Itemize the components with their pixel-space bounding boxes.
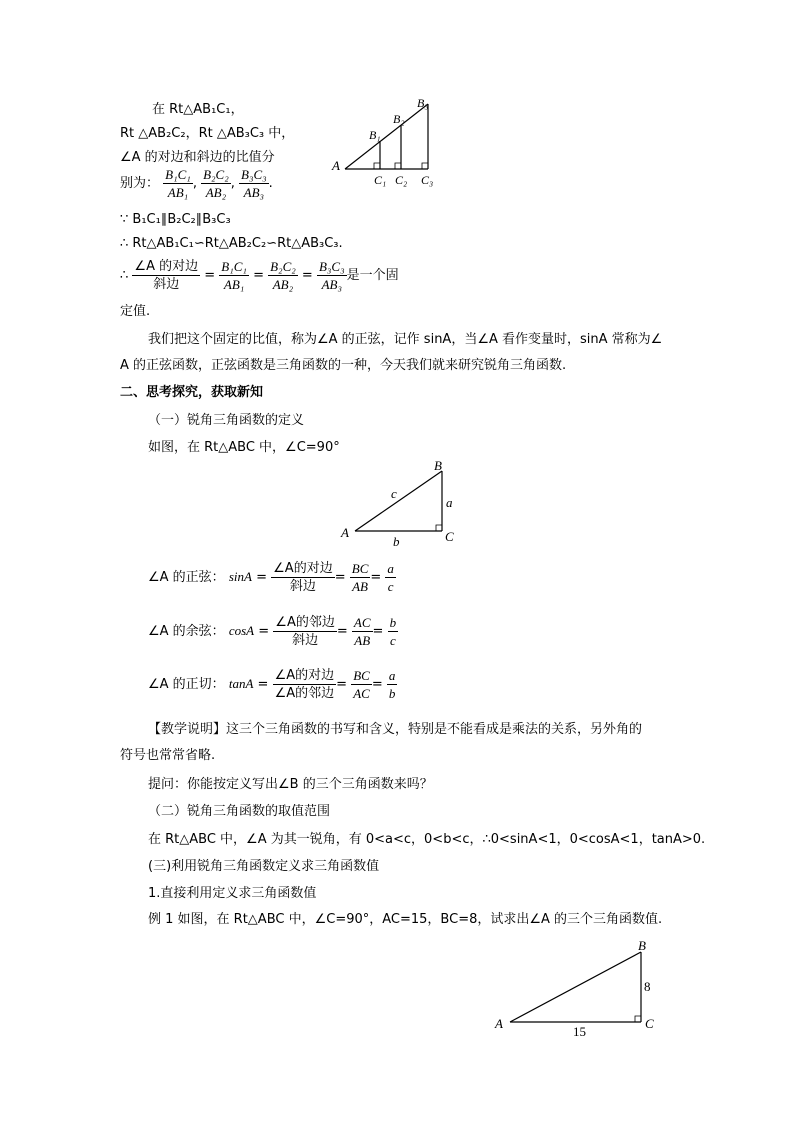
tangent-frac-3: $\frac{a}{b}$ (388, 668, 396, 701)
fig1-label-c3: C₃ (421, 173, 434, 187)
ratio-equation-frac-0: $\frac{\text{∠A 的对边}}{\text{斜边}}$ (134, 259, 199, 292)
intro-line-1: 在 Rt△AB₁C₁， (152, 102, 244, 117)
fig1-label-b2: B₂ (393, 112, 405, 126)
fig3-side-ac: 15 (573, 1024, 586, 1039)
sine-definition: ∠A 的正弦： sinA = $\frac{\text{∠A的对边}}{\text{斜边}}$ = $\frac{BC}{AB}$ = $\frac{a}{c}$ (148, 561, 394, 594)
subsection-1-intro: 如图，在 Rt△ABC 中，∠C=90° (148, 440, 340, 455)
intro-line-3: ∠A 的对边和斜边的比值分 (120, 150, 275, 165)
fig1-label-b1: B₁ (369, 128, 381, 142)
fig1-label-a: A (332, 158, 340, 173)
fig2-side-a: a (446, 495, 453, 510)
sine-frac-3: $\frac{a}{c}$ (387, 561, 394, 594)
fig2-label-c: C (445, 529, 454, 544)
therefore-line: ∴ Rt△AB₁C₁∽Rt△AB₂C₂∽Rt△AB₃C₃. (120, 236, 343, 251)
fig3-label-c: C (645, 1016, 654, 1031)
example-1-text: 例 1 如图，在 Rt△ABC 中，∠C=90°，AC=15，BC=8，试求出∠A 的三个三角函数值. (148, 912, 663, 927)
tangent-frac-1: $\frac{\text{∠A的对边}}{\text{∠A的邻边}}$ (274, 668, 335, 701)
cosine-frac-1: $\frac{\text{∠A的邻边}}{\text{斜边}}$ (275, 615, 335, 648)
example-triangle-figure (490, 935, 665, 1045)
fig1-label-c1: C₁ (374, 173, 387, 187)
ratios-prefix: 别为： (120, 176, 160, 191)
subsection-2-text: 在 Rt△ABC 中，∠A 为其一锐角，有 0<a<c，0<b<c，∴0<sinA<1，0<cosA<1，tanA>0. (148, 832, 706, 847)
ratio-equation: ∴ $\frac{\text{∠A 的对边}}{\text{斜边}}$ = $\frac{\text{B₁C₁}}{\text{AB₁}}$ = $\frac{\text{B₂C₂}}{\text{AB₂}}$ = $\frac{\text{B₃C₃}}{\text{AB₃}}$ 是一个固 (120, 259, 399, 292)
ratio-fraction-3: $\frac{\text{B₃C₃}}{\text{AB₃}}$ (241, 167, 267, 200)
fig3-label-b: B (638, 938, 646, 953)
subsection-2-title: （二）锐角三角函数的取值范围 (148, 804, 331, 819)
similar-triangles-figure (325, 92, 450, 190)
fig2-label-b: B (434, 458, 442, 473)
subsection-1-title: （一）锐角三角函数的定义 (148, 413, 305, 428)
teaching-note-line-1: 【教学说明】这三个三角函数的书写和含义，特别是不能看成是乘法的关系，另外角的 (148, 722, 643, 737)
cosine-frac-3: $\frac{b}{c}$ (389, 615, 397, 648)
section-2-title: 二、思考探究，获取新知 (120, 385, 264, 400)
fig2-side-b: b (393, 534, 400, 549)
intro-ratios: 别为： $\frac{\text{B₁C₁}}{\text{AB₁}}$ , $\frac{\text{B₂C₂}}{\text{AB₂}}$ , $\frac{\text{B₃C₃}}{\text{AB₃}}$ . (120, 167, 273, 200)
fig3-side-bc: 8 (644, 979, 651, 994)
item-1-title: 1.直接利用定义求三角函数值 (148, 886, 317, 901)
cosine-frac-2: $\frac{AC}{AB}$ (353, 615, 371, 648)
triangle-abc-figure (335, 455, 465, 550)
ratio-equation-frac-1: $\frac{\text{B₁C₁}}{\text{AB₁}}$ (221, 259, 247, 292)
sine-frac-1: $\frac{\text{∠A的对边}}{\text{斜边}}$ (273, 561, 333, 594)
tangent-definition: ∠A 的正切： tanA = $\frac{\text{∠A的对边}}{\text{∠A的邻边}}$ = $\frac{BC}{AC}$ = $\frac{a}{b}$ (148, 668, 396, 701)
ratio-fraction-2: $\frac{\text{B₂C₂}}{\text{AB₂}}$ (203, 167, 229, 200)
fig2-side-c: c (391, 486, 397, 501)
subsection-3-title: (三)利用锐角三角函数定义求三角函数值 (148, 859, 380, 874)
fig3-label-a: A (495, 1016, 503, 1031)
tangent-frac-2: $\frac{BC}{AC}$ (353, 668, 370, 701)
since-line: ∵ B₁C₁∥B₂C₂∥B₃C₃ (120, 212, 231, 227)
paragraph-line-1: 我们把这个固定的比值，称为∠A 的正弦，记作 sinA，当∠A 看作变量时，sinA 常称为∠ (148, 332, 663, 347)
ratio-equation-frac-2: $\frac{\text{B₂C₂}}{\text{AB₂}}$ (270, 259, 296, 292)
paragraph-line-2: A 的正弦函数，正弦函数是三角函数的一种，今天我们就来研究锐角三角函数. (120, 358, 567, 373)
cosine-definition: ∠A 的余弦： cosA = $\frac{\text{∠A的邻边}}{\text{斜边}}$ = $\frac{AC}{AB}$ = $\frac{b}{c}$ (148, 615, 397, 648)
question-line: 提问：你能按定义写出∠B 的三个三角函数来吗？ (148, 777, 433, 792)
fig1-label-c2: C₂ (395, 173, 408, 187)
sine-frac-2: $\frac{BC}{AB}$ (351, 561, 369, 594)
fig1-label-b3: B₃ (417, 96, 429, 110)
teaching-note-line-2: 符号也常常省略. (120, 748, 216, 763)
fig2-label-a: A (341, 525, 349, 540)
ratio-fraction-1: $\frac{\text{B₁C₁}}{\text{AB₁}}$ (165, 167, 191, 200)
ratio-equation-frac-3: $\frac{\text{B₃C₃}}{\text{AB₃}}$ (318, 259, 345, 292)
intro-line-2: Rt △AB₂C₂，Rt △AB₃C₃ 中， (120, 126, 295, 141)
fixed-value-line: 定值. (120, 304, 151, 319)
